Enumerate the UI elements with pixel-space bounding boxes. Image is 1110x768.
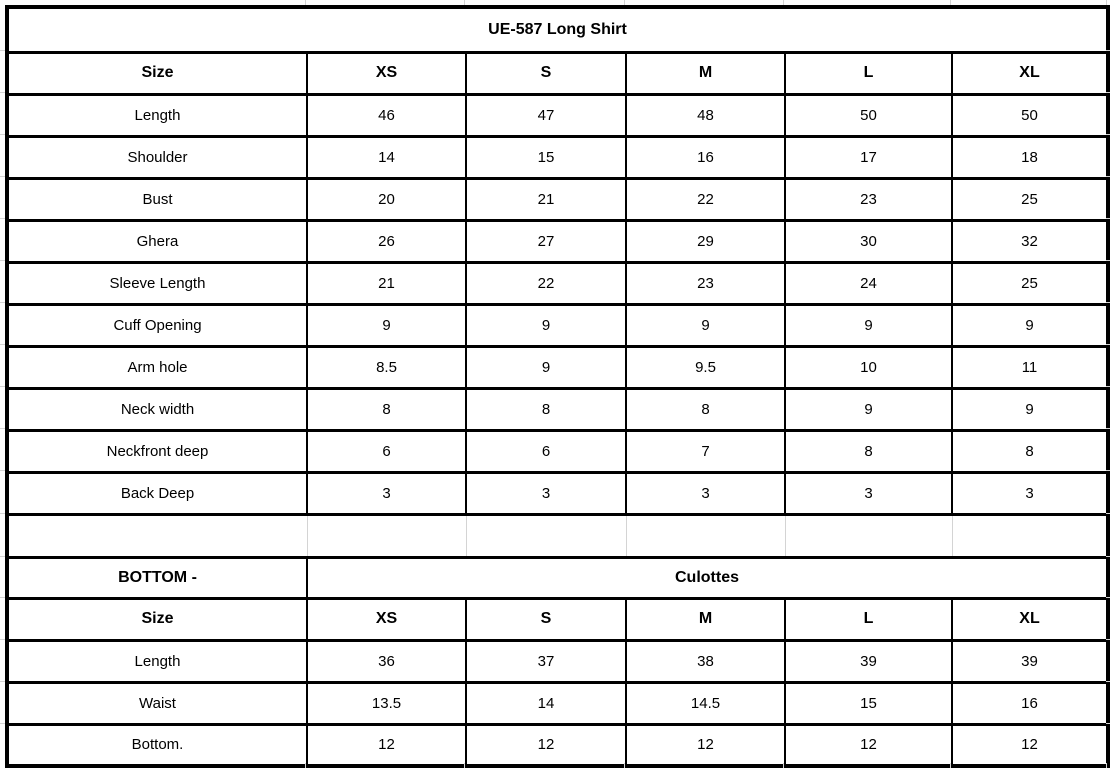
gridline-tick [624, 0, 625, 5]
gridline-tick [1106, 50, 1110, 51]
measurement-value: 26 [307, 220, 466, 262]
gridline-tick [1106, 218, 1110, 219]
measurement-value: 3 [626, 472, 785, 514]
gridline-tick [1106, 386, 1110, 387]
gridline-tick [305, 0, 306, 5]
measurement-value: 25 [952, 262, 1108, 304]
measurement-value: 50 [952, 94, 1108, 136]
measurement-value: 8 [952, 430, 1108, 472]
size-column-header: XL [952, 52, 1108, 94]
size-header-label: Size [7, 52, 307, 94]
measurement-value: 9 [952, 304, 1108, 346]
measurement-label: Waist [7, 682, 307, 724]
measurement-value: 32 [952, 220, 1108, 262]
size-chart-table [5, 5, 1110, 768]
measurement-row [7, 640, 1108, 682]
gridline-tick [0, 513, 5, 514]
measurement-value: 12 [626, 724, 785, 766]
gridline-tick [0, 218, 5, 219]
measurement-value: 9 [466, 304, 626, 346]
gridline-tick [1106, 723, 1110, 724]
size-column-header: S [466, 52, 626, 94]
gridline-tick [1106, 470, 1110, 471]
gridline-tick [0, 597, 5, 598]
gridline-tick [0, 302, 5, 303]
gridline-tick [1106, 92, 1110, 93]
size-column-header: M [626, 52, 785, 94]
measurement-label: Bottom. [7, 724, 307, 766]
measurement-value: 10 [785, 346, 952, 388]
measurement-value: 14 [466, 682, 626, 724]
measurement-row [7, 262, 1108, 304]
measurement-value: 12 [785, 724, 952, 766]
measurement-value: 9 [785, 304, 952, 346]
gridline-tick [1106, 556, 1110, 557]
gridline-tick [624, 763, 625, 768]
measurement-value: 50 [785, 94, 952, 136]
measurement-value: 24 [785, 262, 952, 304]
measurement-value: 47 [466, 94, 626, 136]
measurement-row [7, 388, 1108, 430]
measurement-row [7, 430, 1108, 472]
gridline-tick [1106, 428, 1110, 429]
measurement-label: Neck width [7, 388, 307, 430]
measurement-value: 8 [626, 388, 785, 430]
measurement-label: Bust [7, 178, 307, 220]
measurement-row [7, 94, 1108, 136]
measurement-row [7, 178, 1108, 220]
gridline-tick [0, 386, 5, 387]
size-column-header: XL [952, 598, 1108, 640]
measurement-value: 48 [626, 94, 785, 136]
measurement-value: 9 [307, 304, 466, 346]
size-column-header: XS [307, 52, 466, 94]
measurement-row [7, 136, 1108, 178]
gridline-tick [1106, 344, 1110, 345]
measurement-value: 21 [466, 178, 626, 220]
gridline-tick [464, 763, 465, 768]
gridline-tick [1106, 134, 1110, 135]
gridline-tick [0, 176, 5, 177]
measurement-label: Length [7, 94, 307, 136]
gridline-tick [1106, 681, 1110, 682]
measurement-value: 11 [952, 346, 1108, 388]
empty-cell [307, 514, 466, 557]
gridline-tick [1106, 0, 1107, 5]
gridline-tick [464, 0, 465, 5]
measurement-value: 8 [466, 388, 626, 430]
empty-cell [785, 514, 952, 557]
measurement-value: 21 [307, 262, 466, 304]
measurement-value: 9 [952, 388, 1108, 430]
measurement-value: 12 [466, 724, 626, 766]
measurement-value: 8.5 [307, 346, 466, 388]
measurement-value: 20 [307, 178, 466, 220]
size-header-label: Size [7, 598, 307, 640]
spacer-row [7, 514, 1108, 557]
gridline-tick [1106, 597, 1110, 598]
measurement-value: 3 [785, 472, 952, 514]
measurement-label: Ghera [7, 220, 307, 262]
gridline-tick [0, 681, 5, 682]
gridline-tick [1106, 176, 1110, 177]
gridline-tick [0, 260, 5, 261]
measurement-row [7, 472, 1108, 514]
measurement-row [7, 346, 1108, 388]
measurement-value: 9 [626, 304, 785, 346]
measurement-value: 3 [307, 472, 466, 514]
bottom-section-label: BOTTOM - [7, 557, 307, 598]
gridline-tick [0, 428, 5, 429]
gridline-tick [783, 763, 784, 768]
gridline-tick [783, 0, 784, 5]
measurement-value: 6 [466, 430, 626, 472]
measurement-value: 36 [307, 640, 466, 682]
gridline-tick [0, 556, 5, 557]
measurement-value: 12 [952, 724, 1108, 766]
measurement-value: 17 [785, 136, 952, 178]
measurement-value: 16 [952, 682, 1108, 724]
measurement-value: 25 [952, 178, 1108, 220]
measurement-value: 8 [785, 430, 952, 472]
measurement-value: 15 [466, 136, 626, 178]
measurement-value: 7 [626, 430, 785, 472]
gridline-tick [1106, 639, 1110, 640]
shirt-title-row [7, 7, 1108, 52]
measurement-value: 29 [626, 220, 785, 262]
gridline-tick [0, 723, 5, 724]
measurement-value: 15 [785, 682, 952, 724]
gridline-tick [0, 134, 5, 135]
measurement-value: 39 [952, 640, 1108, 682]
measurement-row [7, 724, 1108, 766]
gridline-tick [1106, 513, 1110, 514]
measurement-value: 12 [307, 724, 466, 766]
gridline-tick [305, 763, 306, 768]
gridline-tick [950, 0, 951, 5]
gridline-tick [1106, 763, 1107, 768]
measurement-value: 3 [952, 472, 1108, 514]
measurement-value: 6 [307, 430, 466, 472]
size-header-row [7, 52, 1108, 94]
shirt-table-title: UE-587 Long Shirt [7, 7, 1108, 52]
measurement-label: Cuff Opening [7, 304, 307, 346]
measurement-row [7, 220, 1108, 262]
bottom-section-row [7, 557, 1108, 598]
empty-cell [626, 514, 785, 557]
measurement-row [7, 304, 1108, 346]
measurement-value: 22 [626, 178, 785, 220]
gridline-tick [1106, 260, 1110, 261]
measurement-value: 38 [626, 640, 785, 682]
size-column-header: XS [307, 598, 466, 640]
empty-cell [466, 514, 626, 557]
measurement-row [7, 682, 1108, 724]
measurement-value: 27 [466, 220, 626, 262]
measurement-value: 22 [466, 262, 626, 304]
size-column-header: L [785, 598, 952, 640]
measurement-value: 39 [785, 640, 952, 682]
gridline-tick [0, 92, 5, 93]
measurement-value: 37 [466, 640, 626, 682]
measurement-value: 9 [785, 388, 952, 430]
measurement-value: 23 [626, 262, 785, 304]
size-column-header: M [626, 598, 785, 640]
measurement-value: 3 [466, 472, 626, 514]
gridline-tick [0, 50, 5, 51]
measurement-value: 8 [307, 388, 466, 430]
measurement-value: 30 [785, 220, 952, 262]
measurement-value: 14.5 [626, 682, 785, 724]
measurement-value: 13.5 [307, 682, 466, 724]
size-column-header: L [785, 52, 952, 94]
measurement-value: 14 [307, 136, 466, 178]
gridline-tick [0, 470, 5, 471]
measurement-value: 9.5 [626, 346, 785, 388]
measurement-value: 46 [307, 94, 466, 136]
measurement-value: 16 [626, 136, 785, 178]
bottom-section-title: Culottes [307, 557, 1108, 598]
empty-cell [952, 514, 1108, 557]
measurement-label: Sleeve Length [7, 262, 307, 304]
measurement-label: Neckfront deep [7, 430, 307, 472]
size-column-header: S [466, 598, 626, 640]
gridline-tick [0, 639, 5, 640]
measurement-value: 9 [466, 346, 626, 388]
size-header-row [7, 598, 1108, 640]
gridline-tick [0, 344, 5, 345]
gridline-tick [1106, 302, 1110, 303]
measurement-label: Back Deep [7, 472, 307, 514]
measurement-label: Arm hole [7, 346, 307, 388]
gridline-tick [950, 763, 951, 768]
empty-cell [7, 514, 307, 557]
measurement-value: 18 [952, 136, 1108, 178]
measurement-label: Shoulder [7, 136, 307, 178]
measurement-value: 23 [785, 178, 952, 220]
measurement-label: Length [7, 640, 307, 682]
